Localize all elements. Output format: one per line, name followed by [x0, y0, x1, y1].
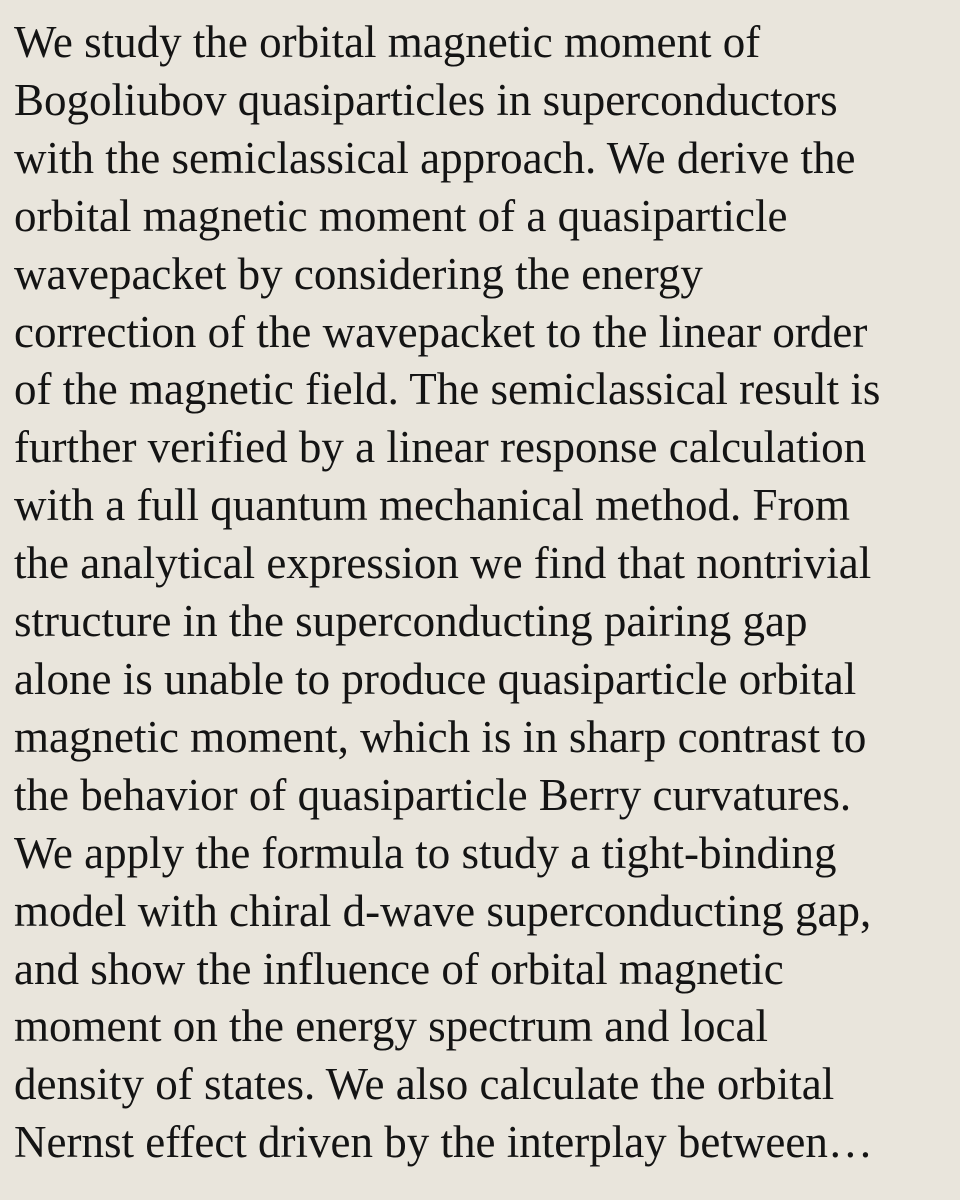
abstract-line-20: Nernst effect driven by the interplay between…: [14, 1117, 873, 1168]
abstract-line-4: orbital magnetic moment of a quasiparticle: [14, 190, 788, 241]
abstract-line-6: correction of the wavepacket to the linear order: [14, 306, 868, 357]
abstract-line-19: density of states. We also calculate the orbital: [14, 1059, 835, 1110]
abstract-line-11: structure in the superconducting pairing gap: [14, 596, 808, 647]
abstract-line-2: Bogoliubov quasiparticles in superconductors: [14, 74, 838, 125]
abstract-line-10: the analytical expression we find that nontrivial: [14, 538, 872, 589]
abstract-text: [14, 14, 954, 1172]
abstract-line-14: the behavior of quasiparticle Berry curvatures.: [14, 769, 852, 820]
abstract-line-3: with the semiclassical approach. We derive the: [14, 132, 856, 183]
abstract-line-5: wavepacket by considering the energy: [14, 248, 703, 299]
abstract-line-16: model with chiral d-wave superconducting gap,: [14, 885, 872, 936]
abstract-line-15: We apply the formula to study a tight-binding: [14, 827, 837, 878]
abstract-line-1: We study the orbital magnetic moment of: [14, 17, 761, 67]
abstract-line-17: and show the influence of orbital magnetic: [14, 943, 784, 994]
abstract-line-8: further verified by a linear response calculation: [14, 422, 867, 473]
abstract-line-13: magnetic moment, which is in sharp contrast to: [14, 711, 867, 762]
abstract-line-7: of the magnetic field. The semiclassical result is: [14, 364, 881, 415]
abstract-line-12: alone is unable to produce quasiparticle orbital: [14, 653, 857, 704]
abstract-line-9: with a full quantum mechanical method. From: [14, 480, 851, 531]
abstract-line-18: moment on the energy spectrum and local: [14, 1001, 768, 1052]
